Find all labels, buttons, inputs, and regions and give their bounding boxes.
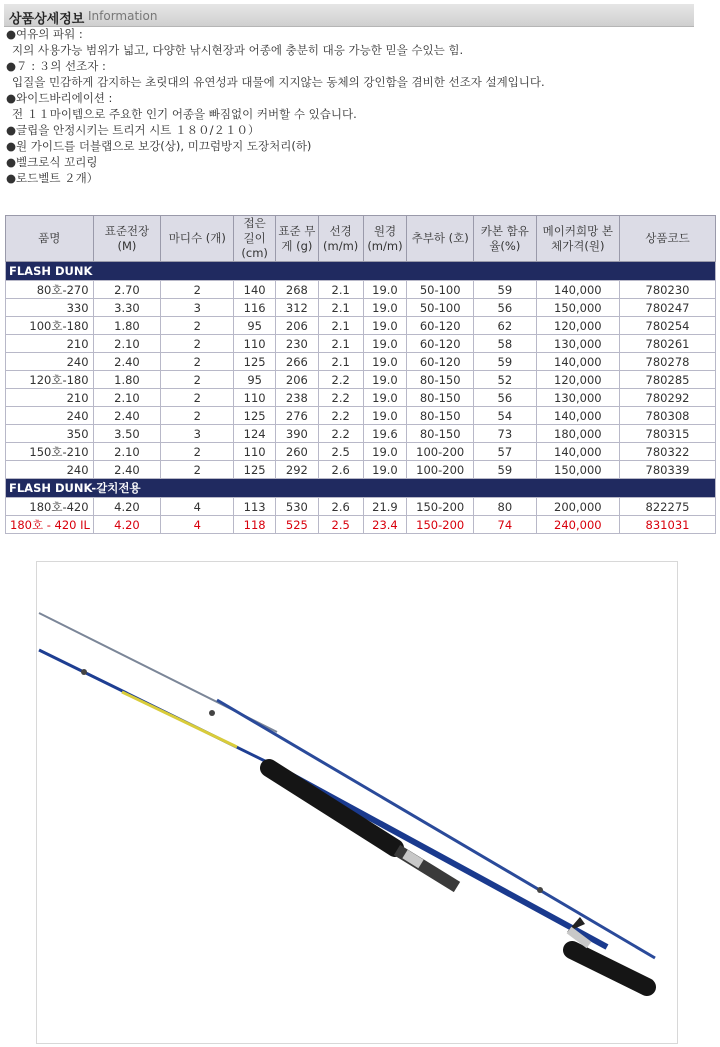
table-cell: 4 <box>161 498 234 516</box>
table-row <box>6 498 716 516</box>
table-cell: 2.40 <box>93 461 161 479</box>
table-cell: 60-120 <box>407 317 474 335</box>
table-header-cell: 표준 무게 (g) <box>276 216 319 262</box>
table-cell: 2.1 <box>318 317 363 335</box>
table-header-cell: 품명 <box>6 216 94 262</box>
table-cell: 2 <box>161 317 234 335</box>
table-header-cell: 표준전장 (M) <box>93 216 161 262</box>
table-cell: 780322 <box>620 443 716 461</box>
table-cell: 2.10 <box>93 389 161 407</box>
feature-line: ●벨크로식 꼬리링 <box>6 155 98 169</box>
table-cell: 120,000 <box>536 317 619 335</box>
table-cell: 21.9 <box>363 498 407 516</box>
table-header-cell: 마디수 (개) <box>161 216 234 262</box>
table-cell: 95 <box>234 317 276 335</box>
table-cell: 116 <box>234 299 276 317</box>
section-header <box>4 4 694 27</box>
table-cell: 780247 <box>620 299 716 317</box>
table-cell: 780308 <box>620 407 716 425</box>
table-cell: 200,000 <box>536 498 619 516</box>
table-cell: 124 <box>234 425 276 443</box>
table-cell: 59 <box>474 461 537 479</box>
table-row <box>6 353 716 371</box>
table-cell: 50-100 <box>407 281 474 299</box>
table-cell: 19.0 <box>363 371 407 389</box>
table-cell: 2.1 <box>318 281 363 299</box>
feature-line: ●글립을 안정시키는 트리거 시트 １８０/２１０） <box>6 123 260 137</box>
table-cell: 80-150 <box>407 371 474 389</box>
table-cell: 2.10 <box>93 443 161 461</box>
table-cell: 2.5 <box>318 443 363 461</box>
section-label: FLASH DUNK <box>6 262 716 281</box>
product-name-cell: 210 <box>6 335 94 353</box>
feature-line: 지의 사용가능 범위가 넓고, 다양한 낚시현장과 어종에 충분히 대응 가능한 믿을 수있는 힘. <box>12 43 464 57</box>
table-cell: 140,000 <box>536 353 619 371</box>
table-cell: 276 <box>276 407 319 425</box>
table-cell: 780285 <box>620 371 716 389</box>
table-row <box>6 425 716 443</box>
upper-rod-blank <box>217 700 655 958</box>
table-cell: 2 <box>161 407 234 425</box>
table-header-cell: 선경 (m/m) <box>318 216 363 262</box>
table-cell: 125 <box>234 407 276 425</box>
table-cell: 260 <box>276 443 319 461</box>
table-cell: 56 <box>474 299 537 317</box>
table-cell: 2.10 <box>93 335 161 353</box>
fore-grip <box>269 768 395 848</box>
table-cell: 140,000 <box>536 407 619 425</box>
table-cell: 80 <box>474 498 537 516</box>
table-cell: 780315 <box>620 425 716 443</box>
table-cell: 2 <box>161 281 234 299</box>
table-cell: 80-150 <box>407 389 474 407</box>
spec-table <box>5 215 716 534</box>
fishing-rod-icon <box>37 562 677 1043</box>
table-cell: 2.40 <box>93 407 161 425</box>
table-cell: 2.40 <box>93 353 161 371</box>
table-cell: 4 <box>161 516 234 534</box>
table-header-cell: 상품코드 <box>620 216 716 262</box>
section-row <box>6 262 716 281</box>
product-name-cell: 240 <box>6 461 94 479</box>
table-cell: 95 <box>234 371 276 389</box>
table-cell: 150,000 <box>536 461 619 479</box>
feature-list <box>6 26 706 186</box>
table-cell: 240,000 <box>536 516 619 534</box>
table-row <box>6 317 716 335</box>
table-cell: 292 <box>276 461 319 479</box>
section-subtitle: Information <box>88 9 158 23</box>
table-cell: 80-150 <box>407 425 474 443</box>
table-cell: 2.1 <box>318 299 363 317</box>
table-cell: 2 <box>161 443 234 461</box>
table-cell: 19.0 <box>363 299 407 317</box>
table-cell: 2 <box>161 389 234 407</box>
table-header-cell: 접은 길이 (cm) <box>234 216 276 262</box>
table-cell: 2.1 <box>318 353 363 371</box>
table-cell: 1.80 <box>93 371 161 389</box>
table-cell: 19.0 <box>363 461 407 479</box>
feature-line: ●와이드바리에이션 : <box>6 91 113 105</box>
table-cell: 2.6 <box>318 461 363 479</box>
table-cell: 3 <box>161 425 234 443</box>
table-cell: 2 <box>161 353 234 371</box>
table-cell: 118 <box>234 516 276 534</box>
table-cell: 19.0 <box>363 317 407 335</box>
table-header-cell: 메이커희망 본체가격(원) <box>536 216 619 262</box>
feature-line: 입질을 민감하게 감지하는 초릿대의 유연성과 대물에 지지않는 동체의 강인함을 겸비한 선조자 설계입니다. <box>12 75 545 89</box>
table-cell: 2.1 <box>318 335 363 353</box>
guide-ring <box>537 887 543 893</box>
table-cell: 110 <box>234 443 276 461</box>
feature-line: 전 １１마이템으로 주요한 인기 어종을 빠짐없이 커버할 수 있습니다. <box>12 107 357 121</box>
table-cell: 230 <box>276 335 319 353</box>
product-name-cell: 240 <box>6 407 94 425</box>
table-cell: 57 <box>474 443 537 461</box>
table-cell: 780261 <box>620 335 716 353</box>
table-cell: 130,000 <box>536 389 619 407</box>
table-cell: 19.0 <box>363 443 407 461</box>
product-name-cell: 330 <box>6 299 94 317</box>
table-cell: 19.0 <box>363 389 407 407</box>
product-name-cell: 350 <box>6 425 94 443</box>
table-cell: 780339 <box>620 461 716 479</box>
table-header-cell: 원경 (m/m) <box>363 216 407 262</box>
table-cell: 150-200 <box>407 498 474 516</box>
product-name-cell: 180호-420 <box>6 498 94 516</box>
table-cell: 100-200 <box>407 443 474 461</box>
feature-line: ●여유의 파워 : <box>6 27 83 41</box>
table-cell: 150-200 <box>407 516 474 534</box>
table-cell: 140,000 <box>536 443 619 461</box>
table-cell: 525 <box>276 516 319 534</box>
table-cell: 120,000 <box>536 371 619 389</box>
table-cell: 150,000 <box>536 299 619 317</box>
table-cell: 780292 <box>620 389 716 407</box>
table-cell: 3.30 <box>93 299 161 317</box>
table-row <box>6 371 716 389</box>
table-cell: 2.2 <box>318 425 363 443</box>
section-row <box>6 479 716 498</box>
table-cell: 60-120 <box>407 353 474 371</box>
table-cell: 110 <box>234 389 276 407</box>
table-row <box>6 299 716 317</box>
table-header-cell: 추부하 (호) <box>407 216 474 262</box>
product-name-cell: 80호-270 <box>6 281 94 299</box>
table-cell: 268 <box>276 281 319 299</box>
product-name-cell: 100호-180 <box>6 317 94 335</box>
table-cell: 60-120 <box>407 335 474 353</box>
table-row <box>6 407 716 425</box>
table-cell: 780254 <box>620 317 716 335</box>
table-cell: 62 <box>474 317 537 335</box>
table-cell: 4.20 <box>93 516 161 534</box>
table-cell: 54 <box>474 407 537 425</box>
table-cell: 19.0 <box>363 353 407 371</box>
product-name-cell: 150호-210 <box>6 443 94 461</box>
table-cell: 4.20 <box>93 498 161 516</box>
feature-line: ●７ : ３의 선조자 : <box>6 59 106 73</box>
table-cell: 2.5 <box>318 516 363 534</box>
table-cell: 56 <box>474 389 537 407</box>
table-row <box>6 389 716 407</box>
product-name-cell: 210 <box>6 389 94 407</box>
guide-ring <box>81 669 87 675</box>
table-cell: 140 <box>234 281 276 299</box>
table-cell: 125 <box>234 353 276 371</box>
guide-ring <box>209 710 215 716</box>
table-cell: 59 <box>474 281 537 299</box>
table-cell: 59 <box>474 353 537 371</box>
feature-line: ●원 가이드를 더블랩으로 보강(상), 미끄럼방지 도장처리(하) <box>6 139 312 153</box>
rear-grip <box>572 950 647 987</box>
table-cell: 58 <box>474 335 537 353</box>
table-cell: 2 <box>161 461 234 479</box>
table-cell: 530 <box>276 498 319 516</box>
table-cell: 140,000 <box>536 281 619 299</box>
table-cell: 206 <box>276 317 319 335</box>
table-cell: 2.6 <box>318 498 363 516</box>
table-cell: 2.2 <box>318 407 363 425</box>
table-cell: 130,000 <box>536 335 619 353</box>
product-name-cell: 120호-180 <box>6 371 94 389</box>
section-title: 상품상세정보 <box>9 12 85 27</box>
feature-line: ●로드벨트 ２개） <box>6 171 99 185</box>
table-cell: 2.2 <box>318 371 363 389</box>
table-row <box>6 335 716 353</box>
fishing-rod-image <box>36 561 678 1044</box>
table-cell: 73 <box>474 425 537 443</box>
product-name-cell: 180호 - 420 IL <box>6 516 94 534</box>
table-cell: 23.4 <box>363 516 407 534</box>
table-cell: 74 <box>474 516 537 534</box>
table-cell: 822275 <box>620 498 716 516</box>
table-cell: 19.6 <box>363 425 407 443</box>
table-header-row <box>6 216 716 262</box>
table-cell: 2 <box>161 335 234 353</box>
table-cell: 780230 <box>620 281 716 299</box>
table-cell: 110 <box>234 335 276 353</box>
table-cell: 206 <box>276 371 319 389</box>
table-cell: 19.0 <box>363 407 407 425</box>
product-name-cell: 240 <box>6 353 94 371</box>
table-cell: 831031 <box>620 516 716 534</box>
table-cell: 266 <box>276 353 319 371</box>
table-cell: 19.0 <box>363 281 407 299</box>
table-cell: 50-100 <box>407 299 474 317</box>
table-cell: 100-200 <box>407 461 474 479</box>
table-cell: 1.80 <box>93 317 161 335</box>
table-cell: 312 <box>276 299 319 317</box>
table-row <box>6 516 716 534</box>
table-row <box>6 461 716 479</box>
table-cell: 80-150 <box>407 407 474 425</box>
table-cell: 113 <box>234 498 276 516</box>
section-label: FLASH DUNK-갈치전용 <box>6 479 716 498</box>
table-row <box>6 281 716 299</box>
table-cell: 2.2 <box>318 389 363 407</box>
table-header-cell: 카본 함유율(%) <box>474 216 537 262</box>
table-cell: 19.0 <box>363 335 407 353</box>
table-cell: 52 <box>474 371 537 389</box>
table-row <box>6 443 716 461</box>
table-cell: 2 <box>161 371 234 389</box>
table-cell: 238 <box>276 389 319 407</box>
table-cell: 125 <box>234 461 276 479</box>
table-cell: 2.70 <box>93 281 161 299</box>
table-cell: 3 <box>161 299 234 317</box>
table-cell: 390 <box>276 425 319 443</box>
table-cell: 180,000 <box>536 425 619 443</box>
table-cell: 780278 <box>620 353 716 371</box>
table-cell: 3.50 <box>93 425 161 443</box>
